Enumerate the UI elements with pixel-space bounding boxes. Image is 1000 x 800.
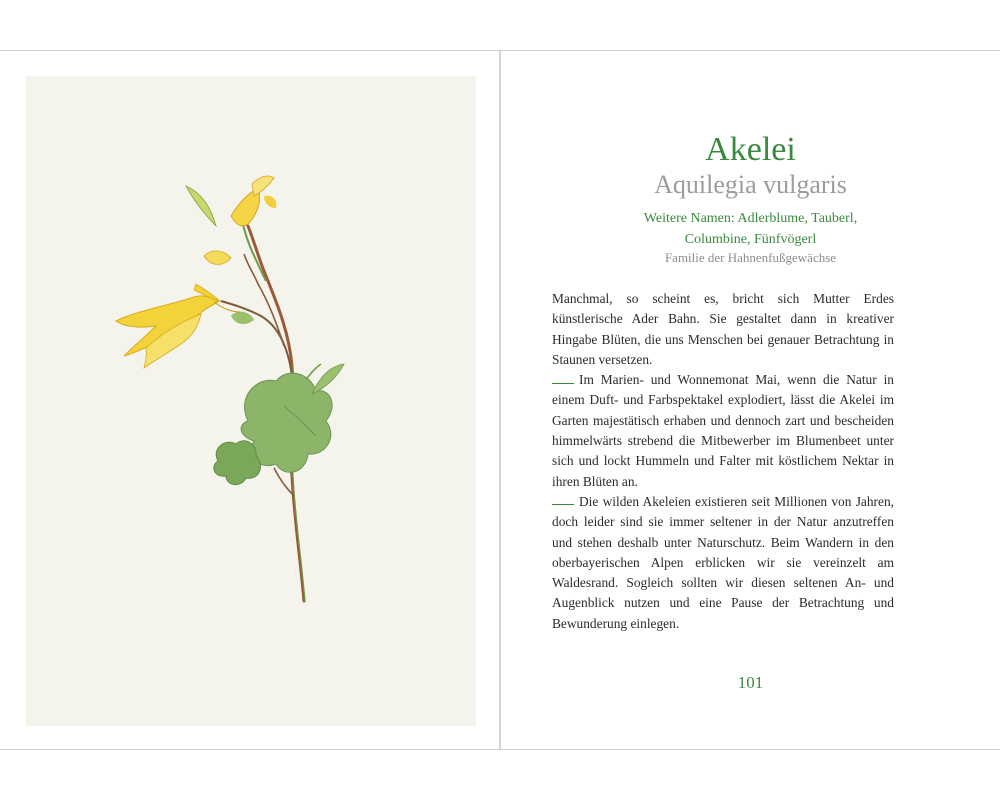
leaf-lower bbox=[214, 441, 261, 485]
bud bbox=[186, 186, 216, 226]
body-text bbox=[552, 289, 894, 634]
flower-main bbox=[116, 284, 240, 368]
leaf-small-top bbox=[231, 312, 254, 324]
plant-family: Familie der Hahnenfußgewächse bbox=[664, 250, 837, 265]
latin-name: Aquilegia vulgaris bbox=[654, 170, 847, 199]
plant-title: Akelei bbox=[705, 131, 796, 168]
right-page bbox=[501, 51, 1000, 749]
paragraph-2: Im Marien- und Wonnemonat Mai, wenn die Natur in einem Duft- und Farbspektakel explodiert, lässt die Akelei im Garten majestätisch erhaben und dennoch zart und bescheiden himmelwärts strebend die Mitbewerber im Blumenbeet unter sich und lockt Hummeln und Falter mit köstlichem Nektar in ihren Blüten an. bbox=[552, 372, 894, 489]
columbine-illustration bbox=[26, 76, 476, 726]
paragraph-1: Manchmal, so scheint es, bricht sich Mutter Erdes künstlerische Ader Bahn. Sie gestaltet dann in kreativer Hingabe Blüten, die uns Menschen bei genauer Betrachtung in Staunen versetzen. bbox=[552, 291, 894, 367]
leaf-pointed bbox=[312, 364, 344, 394]
page-number: 101 bbox=[737, 673, 764, 692]
paragraph-3: Die wilden Akeleien existieren seit Millionen von Jahren, doch leider sind sie immer seltener in der Natur anzutreffen und stehen deshalb unter Naturschutz. Beim Wandern in den oberbayerischen Alpen erblicken wir sie vereinzelt am Waldesrand. Sogleich sollten wir diesen seltenen An- und Augenblick nutzen und eine Pause der Betrachtung und Bewunderung einlegen. bbox=[552, 493, 894, 631]
other-names bbox=[501, 208, 1000, 250]
paragraph-divider bbox=[552, 383, 574, 384]
flower-top bbox=[231, 176, 276, 226]
other-names-line-2: Columbine, Fünfvögerl bbox=[684, 232, 817, 247]
left-page bbox=[0, 51, 499, 749]
book-spread bbox=[0, 50, 1000, 750]
other-names-line-1: Weitere Namen: Adlerblume, Tauberl, bbox=[643, 211, 858, 226]
flower-side bbox=[204, 251, 231, 265]
paragraph-divider bbox=[552, 504, 574, 505]
illustration-plate bbox=[26, 76, 476, 726]
